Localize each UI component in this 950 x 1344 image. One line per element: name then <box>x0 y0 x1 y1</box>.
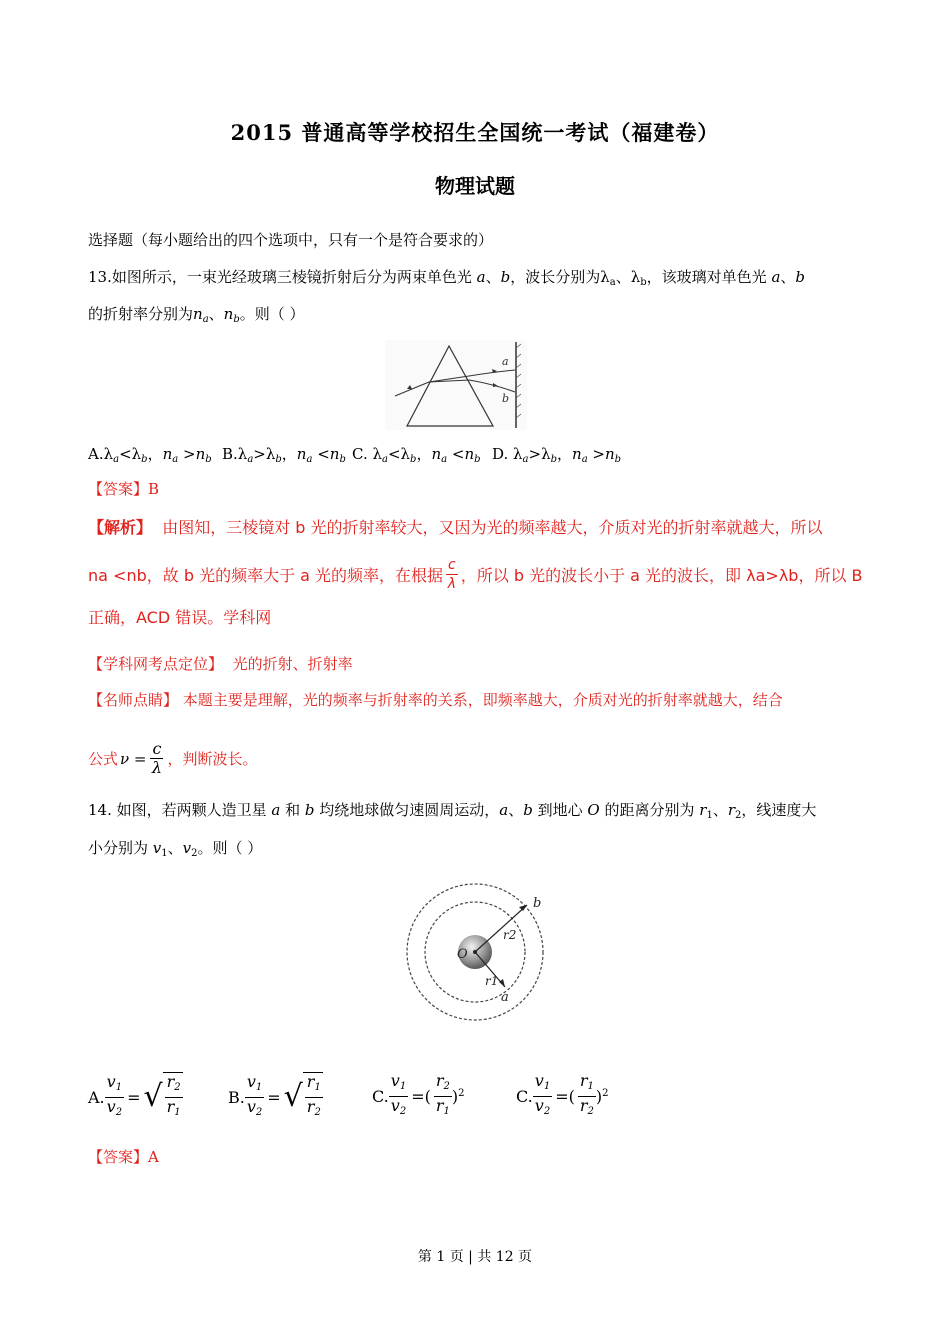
q14-option-d: C. $\frac{v_1}{v_2}$ =( $\frac{r_1}{r_2}$ )$^2$ <box>516 1071 609 1117</box>
label-sat-b: b <box>533 896 542 911</box>
prism-figure <box>385 340 527 430</box>
q13-answer: 【答案】B <box>88 480 160 498</box>
q14-stem-line1: 14. 如图，若两颗人造卫星 a 和 b 均绕地球做匀速圆周运动，a、b 到地心 O 的距离分别为 $r_1$、$r_2$，线速度大 <box>88 801 817 821</box>
label-O: O <box>457 947 468 962</box>
label-sat-a: a <box>501 990 509 1005</box>
page-subtitle: 物理试题 <box>435 174 515 198</box>
q13-option-a: $A.\lambda_a<\lambda_b$，$n_a >n_b$ <box>88 445 212 465</box>
page-footer: 第 1 页 | 共 12 页 <box>417 1249 533 1265</box>
q13-analysis-line3: 正确，ACD 错误。学科网 <box>88 608 272 627</box>
formula-nu-c-lambda: $\frac{c}{\lambda}$ <box>447 557 457 592</box>
q14-answer: 【答案】A <box>88 1148 159 1166</box>
q13-analysis-line1: 【解析】 由图知，三棱镜对 b 光的折射率较大，又因为光的频率越大，介质对光的折射率就越大，所以 <box>88 518 823 537</box>
q13-formula-line: 公式 ν = $\frac{c}{\lambda}$ ，判断波长。 <box>88 739 258 777</box>
radius-r2 <box>475 905 527 952</box>
label-a: a <box>502 355 509 368</box>
q13-option-d: D. $\lambda_a>\lambda_b$，$n_a >n_b$ <box>492 445 622 465</box>
q13-option-c: C. $\lambda_a<\lambda_b$，$n_a <n_b$ <box>352 445 481 465</box>
q14-option-a: A. $\frac{v_1}{v_2}$ = √ $\frac{r_2}{r_1}$ <box>88 1072 183 1122</box>
page-title: 2015 普通高等学校招生全国统一考试（福建卷） <box>230 120 720 145</box>
q13-stem-line2: 的折射率分别为$n_a$、$n_b$。则（ ） <box>88 305 305 325</box>
label-r2: r2 <box>503 928 517 942</box>
q13-dianjing: 【名师点睛】 本题主要是理解，光的频率与折射率的关系，即频率越大，介质对光的折射率就越大，结合 <box>88 691 783 709</box>
q13-option-b: $B.\lambda_a>\lambda_b$，$n_a <n_b$ <box>222 445 346 465</box>
orbit-figure <box>395 877 555 1027</box>
q13-stem-line1: 13.如图所示，一束光经玻璃三棱镜折射后分为两束单色光 a、b，波长分别为$\lambda_a$、$\lambda_b$，该玻璃对单色光 a、b <box>88 268 806 288</box>
q13-kaodian: 【学科网考点定位】 光的折射、折射率 <box>88 655 353 673</box>
label-b: b <box>502 392 510 405</box>
q13-analysis-line2: na <nb，故 b 光的频率大于 a 光的频率，在根据 $\frac{c}{\lambda}$ ，所以 b 光的波长小于 a 光的波长，即 λa>λb，所以 B <box>88 557 863 592</box>
q14-option-b: B. $\frac{v_1}{v_2}$ = √ $\frac{r_1}{r_2}$ <box>228 1072 323 1122</box>
q14-stem-line2: 小分别为 $v_1$、$v_2$。则（ ） <box>88 839 263 859</box>
section-intro: 选择题（每小题给出的四个选项中，只有一个是符合要求的） <box>88 231 494 249</box>
label-r1: r1 <box>485 974 499 988</box>
q14-option-c: C. $\frac{v_1}{v_2}$ =( $\frac{r_2}{r_1}$ )$^2$ <box>372 1071 465 1117</box>
